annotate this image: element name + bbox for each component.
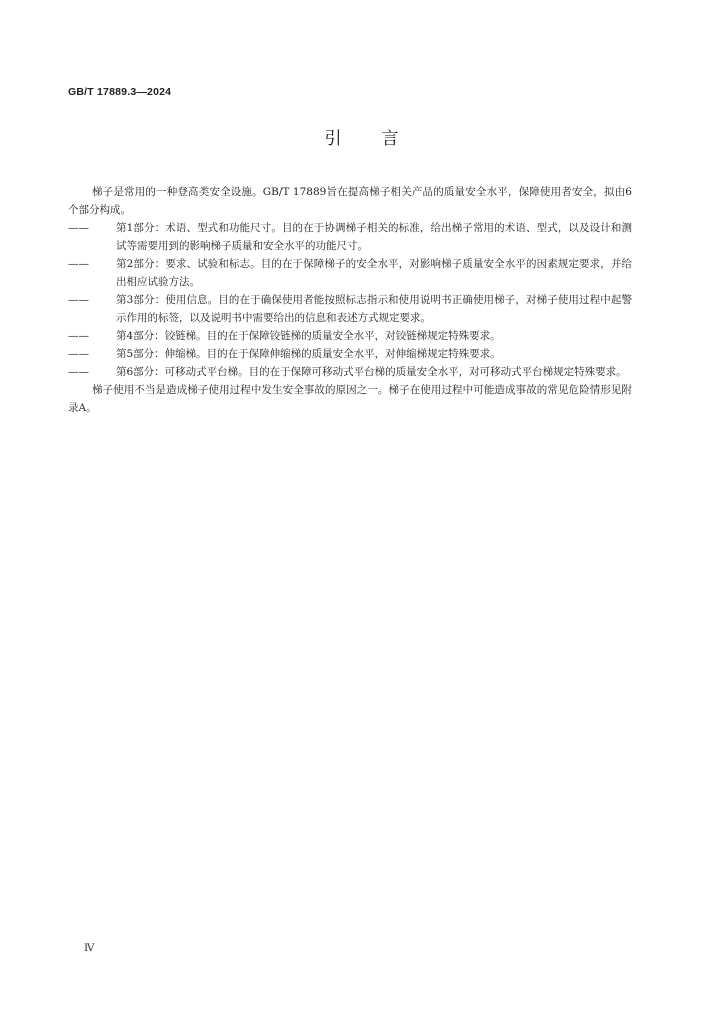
standard-number-header: GB/T 17889.3—2024 (68, 86, 172, 98)
list-dash: —— (68, 330, 89, 342)
list-item-part-4 (68, 327, 632, 345)
list-dash: —— (68, 366, 89, 378)
list-item-text: 第3部分：使用信息。目的在于确保使用者能按照标志指示和使用说明书正确使用梯子，对梯子使用过程中起警示作用的标签，以及说明书中需要给出的信息和表述方式规定要求。 (116, 294, 632, 324)
intro-paragraph: 梯子是常用的一种登高类安全设施。GB/T 17889旨在提高梯子相关产品的质量安全水平，保障使用者安全，拟由6个部分构成。 (68, 186, 632, 216)
list-item-part-1 (68, 219, 632, 255)
closing-paragraph: 梯子使用不当是造成梯子使用过程中发生安全事故的原因之一。梯子在使用过程中可能造成事故的常见危险情形见附录A。 (68, 384, 632, 414)
list-item-part-2 (68, 255, 632, 291)
list-dash: —— (68, 348, 89, 360)
list-item-text: 第4部分：铰链梯。目的在于保障铰链梯的质量安全水平，对铰链梯规定特殊要求。 (116, 330, 501, 342)
page-number: Ⅳ (84, 943, 95, 954)
page-title: 引言 (324, 129, 439, 149)
list-dash: —— (68, 294, 89, 306)
list-item-part-5 (68, 345, 632, 363)
list-dash: —— (68, 258, 89, 270)
list-item-part-6 (68, 363, 632, 381)
list-item-text: 第2部分：要求、试验和标志。目的在于保障梯子的安全水平，对影响梯子质量安全水平的因素规定要求，并给出相应试验方法。 (116, 258, 632, 288)
list-item-text: 第6部分：可移动式平台梯。目的在于保障可移动式平台梯的质量安全水平，对可移动式平台梯规定特殊要求。 (116, 366, 627, 378)
list-dash: —— (68, 222, 89, 234)
list-item-text: 第1部分：术语、型式和功能尺寸。目的在于协调梯子相关的标准，给出梯子常用的术语、型式，以及设计和测试等需要用到的影响梯子质量和安全水平的功能尺寸。 (116, 222, 632, 252)
list-item-text: 第5部分：伸缩梯。目的在于保障伸缩梯的质量安全水平，对伸缩梯规定特殊要求。 (116, 348, 501, 360)
introduction-body (68, 183, 632, 417)
list-item-part-3 (68, 291, 632, 327)
